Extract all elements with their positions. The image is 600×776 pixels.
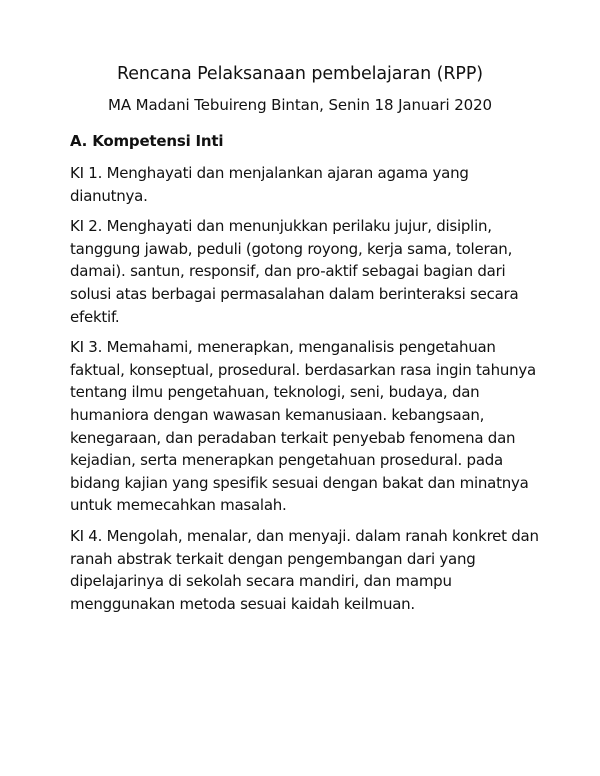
paragraph-ki-1: KI 1. Menghayati dan menjalankan ajaran agama yang dianutnya. (70, 164, 469, 205)
paragraph-ki-4: KI 4. Mengolah, menalar, dan menyaji. dalam ranah konkret dan ranah abstrak terkait dengan pengembangan dari yang dipelajarinya di sekolah secara mandiri, dan mampu menggunakan metoda sesuai kaidah keilmuan. (70, 526, 539, 613)
document-subtitle: MA Madani Tebuireng Bintan, Senin 18 Januari 2020 (108, 96, 492, 114)
section-heading: A. Kompetensi Inti (70, 132, 224, 150)
document-body (70, 162, 546, 623)
document-title: Rencana Pelaksanaan pembelajaran (RPP) (116, 64, 484, 84)
paragraph-ki-2: KI 2. Menghayati dan menunjukkan perilaku jujur, disiplin, tanggung jawab, peduli (gotong royong, kerja sama, toleran, damai). santun, responsif, dan pro-aktif sebagai bagian dari solusi atas berbagai permasalahan dalam berinteraksi secara efektif. (70, 217, 519, 326)
paragraph-ki-3: KI 3. Memahami, menerapkan, menganalisis pengetahuan faktual, konseptual, prosedural. berdasarkan rasa ingin tahunya tentang ilmu pengetahuan, teknologi, seni, budaya, dan humaniora dengan wawasan kemanusiaan. kebangsaan, kenegaraan, dan peradaban terkait penyebab fenomena dan kejadian, serta menerapkan pengetahuan prosedural. pada bidang kajian yang spesifik sesuai dengan bakat dan minatnya untuk memecahkan masalah. (70, 338, 536, 515)
